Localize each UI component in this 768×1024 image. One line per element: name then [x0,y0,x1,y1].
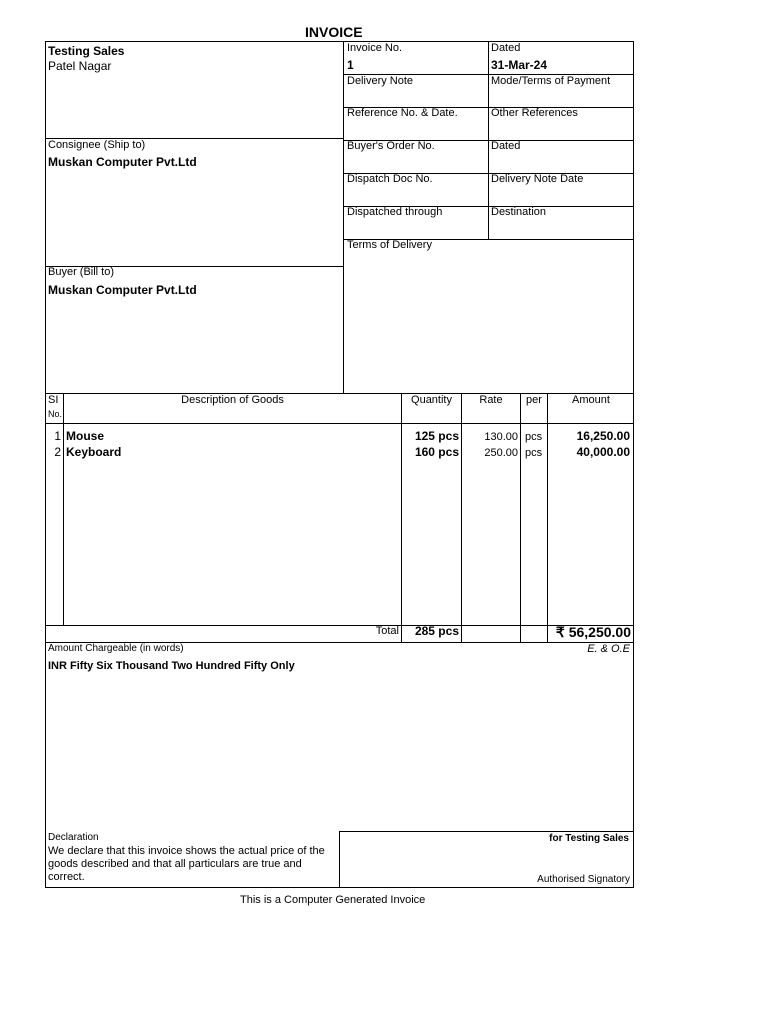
other-references-label: Other References [491,107,578,119]
seller-name: Testing Sales [48,44,125,58]
delivery-note-date-label: Delivery Note Date [491,173,584,185]
row-si: 2 [54,445,61,459]
row-quantity: 160 pcs [414,445,459,459]
row-description: Keyboard [66,445,122,459]
footer-note: This is a Computer Generated Invoice [240,894,426,906]
authorised-signatory-label: Authorised Signatory [537,874,630,885]
header-description: Description of Goods [181,394,284,406]
row-amount: 40,000.00 [576,445,630,459]
buyers-order-label: Buyer's Order No. [347,140,435,152]
row-rate: 130.00 [484,431,518,443]
seller-address: Patel Nagar [48,59,112,73]
total-label: Total [375,625,399,637]
declaration-line: goods described and that all particulars are true and [48,858,302,870]
row-per: pcs [525,431,543,443]
eoe-label: E. & O.E [587,643,630,655]
declaration-label: Declaration [48,832,99,843]
row-per: pcs [525,447,543,459]
row-si: 1 [54,429,61,443]
terms-of-delivery-label: Terms of Delivery [347,239,432,251]
left-column-divider [343,41,344,393]
amount-in-words-label: Amount Chargeable (in words) [48,643,184,654]
consignee-name: Muskan Computer Pvt.Ltd [48,155,197,169]
amount-in-words-value: INR Fifty Six Thousand Two Hundred Fifty Only [48,660,295,672]
signatory-top-line [339,831,634,832]
row-description: Mouse [66,429,105,443]
header-amount: Amount [572,394,610,406]
buyer-label: Buyer (Bill to) [48,266,115,278]
col-divider-rate [520,393,521,642]
header-si-no: No. [48,409,63,419]
row-rate: 250.00 [484,447,518,459]
invoice-no-label: Invoice No. [347,42,403,54]
table-header-line [45,423,634,424]
header-quantity: Quantity [411,394,452,406]
row-amount: 16,250.00 [576,429,630,443]
buyer-name: Muskan Computer Pvt.Ltd [48,283,197,297]
consignee-label: Consignee (Ship to) [48,139,146,151]
dated-value: 31-Mar-24 [491,58,548,72]
total-quantity: 285 pcs [414,624,459,638]
dated-label: Dated [491,42,521,54]
reference-label: Reference No. & Date. [347,107,458,119]
destination-label: Destination [491,206,547,218]
declaration-line: We declare that this invoice shows the actual price of the [48,845,325,857]
signatory-divider [339,831,340,888]
delivery-note-label: Delivery Note [347,75,414,87]
mode-terms-label: Mode/Terms of Payment [491,75,611,87]
dispatch-doc-label: Dispatch Doc No. [347,173,433,185]
invoice-title: INVOICE [305,24,363,40]
total-amount: ₹ 56,250.00 [555,624,631,640]
invoice-no-value: 1 [347,58,354,72]
declaration-line: correct. [48,871,85,883]
for-company-label: for Testing Sales [549,833,629,844]
header-per: per [526,394,542,406]
col-divider-si [63,393,64,625]
dispatched-through-label: Dispatched through [347,206,443,218]
row-quantity: 125 pcs [414,429,459,443]
order-dated-label: Dated [491,140,521,152]
header-rate: Rate [479,394,503,406]
header-si: SI [48,394,59,406]
